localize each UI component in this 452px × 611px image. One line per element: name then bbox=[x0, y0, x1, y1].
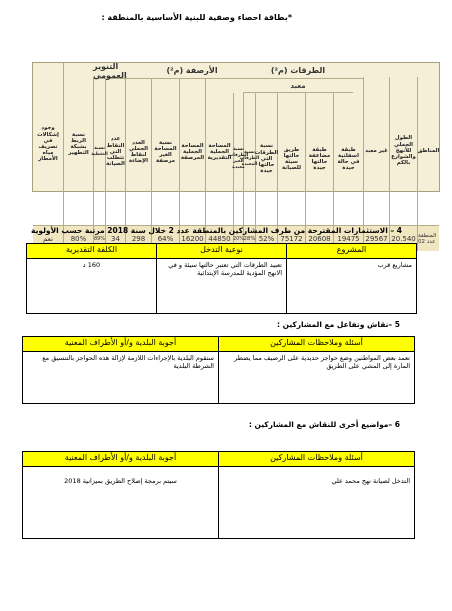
answer-cell: سيتم برمجة إصلاح الطريق بميزانية 2018 bbox=[23, 467, 219, 539]
cost-cell: 160 د bbox=[27, 259, 157, 314]
page-title: *بطاقة احصاء وصفية للبنية الأساسية بالمنطقة : bbox=[101, 13, 292, 22]
table-row bbox=[23, 352, 415, 404]
header-lamp-total: العدد الجملي لنقاط الإضاءة bbox=[125, 79, 151, 225]
value-total-length: 20.540 bbox=[389, 226, 417, 251]
header-cost: الكلفة التقديرية bbox=[27, 244, 157, 259]
value-pct-unpaved: 20% bbox=[233, 226, 243, 251]
header-answers: أجوبة البلدية و/أو الأطراف المعنية bbox=[23, 337, 219, 352]
header-zone: المناطق bbox=[417, 77, 439, 225]
header-asphalt-good: طبقة اسفلتية في حالة جيدة bbox=[333, 93, 363, 225]
header-project: المشروع bbox=[287, 244, 417, 259]
value-pct-paved: 28% bbox=[243, 226, 255, 251]
section5-title: 5 –نقاش وتفاعل مع المشاركين : bbox=[276, 320, 400, 329]
question-cell: تعمد بعض المواطنين وضع حواجز حديدية على الرصيف مما يضطر المارة إلى المشي على الطريق bbox=[219, 352, 415, 404]
value-zone: المنطقة عدد 02 bbox=[417, 226, 439, 251]
investments-table bbox=[26, 243, 417, 314]
table-row bbox=[27, 259, 417, 314]
value-road-bad: 75172 bbox=[277, 226, 305, 251]
group-paved: معبد bbox=[243, 79, 353, 93]
project-cell: مشاريع قرب bbox=[287, 259, 417, 314]
section4-title: 4 – الاستثمارات المقترحة من طرف المشاركين بالمنطقة عدد 2 خلال سنة 2018 مرتبة حسب الأولوية bbox=[31, 226, 402, 235]
header-lamp-maint: عدد النقاط التي تتطلب الصيانة bbox=[105, 79, 125, 225]
header-questions: أسئلة وملاحظات المشاركين bbox=[219, 337, 415, 352]
header-road-bad: طريق حالتها سيئة للصيانة bbox=[277, 93, 305, 225]
value-pct-good: 52% bbox=[255, 226, 277, 251]
header-pct-good: نسبة الطرقات التي حالتها جيدة bbox=[255, 93, 277, 225]
value-tiling-good: 20608 bbox=[305, 226, 333, 251]
group-lighting: التنوير العمومي bbox=[93, 63, 151, 79]
header-sidewalk-paved: المساحة الجملية المرصفة bbox=[179, 79, 205, 225]
header-pct-paved: نسبة الطرقات المعبدة bbox=[243, 93, 255, 225]
group-sidewalks: الأرصفة (م²) bbox=[151, 63, 233, 79]
header-answers: أجوبة البلدية و/أو الأطراف المعنية bbox=[23, 452, 219, 467]
intervention-cell: تعبيد الطرقات التي تعتبر حالتها سيئة و في الانهج المؤدية للمدرسة الإبتدائية bbox=[157, 259, 287, 314]
table-row bbox=[23, 467, 415, 539]
header-pct-sidewalk: نسبة المساحة الغير مرصفة bbox=[151, 79, 179, 225]
value-pct-sanitation: 80% bbox=[63, 226, 93, 251]
value-asphalt-good: 19475 bbox=[333, 226, 363, 251]
question-cell: التدخل لصيانة نهج محمد علي bbox=[219, 467, 415, 539]
header-intervention: نوعية التدخل bbox=[157, 244, 287, 259]
value-lamp-total: 298 bbox=[125, 226, 151, 251]
header-questions: أسئلة وملاحظات المشاركين bbox=[219, 452, 415, 467]
header-drain: وجود إشكالات في تصريف مياه الأمطار bbox=[37, 125, 59, 163]
value-pct-sidewalk: 64% bbox=[151, 226, 179, 251]
value-unpaved: 29567 bbox=[363, 226, 389, 251]
discussion-table bbox=[22, 336, 415, 404]
value-pct-cover: 89% bbox=[93, 226, 105, 251]
group-roads: الطرقات (م²) bbox=[233, 63, 363, 79]
value-drain: نعم bbox=[43, 234, 53, 243]
value-sidewalk-total: 44850 bbox=[205, 226, 233, 251]
header-tiling-good: طبقة مضاعفة حالتها جيدة bbox=[305, 93, 333, 225]
value-lamp-maint: 34 bbox=[105, 226, 125, 251]
value-sidewalk-paved: 16200 bbox=[179, 226, 205, 251]
section6-title: 6 –مواضيع أخرى للنقاش مع المشاركين : bbox=[248, 420, 400, 429]
answer-cell: ستقوم البلدية بالإجراءات اللازمة لإزالة هذه الحواجز بالتنسيق مع الشرطة البلدية bbox=[23, 352, 219, 404]
header-sidewalk-total: المساحة الجملية التقديرية bbox=[205, 79, 233, 225]
header-unpaved: غير معبد bbox=[363, 77, 389, 225]
header-pct-cover: نسبة التغطية bbox=[93, 79, 105, 225]
header-pct-sanitation: نسبة الربط بشبكة التطهير bbox=[63, 63, 93, 225]
header-total-length: الطول الجملي للأنهج والشوارع بالكم bbox=[389, 77, 417, 225]
header-pct-unpaved: نسبة الطرقات الغير معبدة bbox=[233, 93, 243, 225]
other-topics-table bbox=[22, 451, 415, 539]
